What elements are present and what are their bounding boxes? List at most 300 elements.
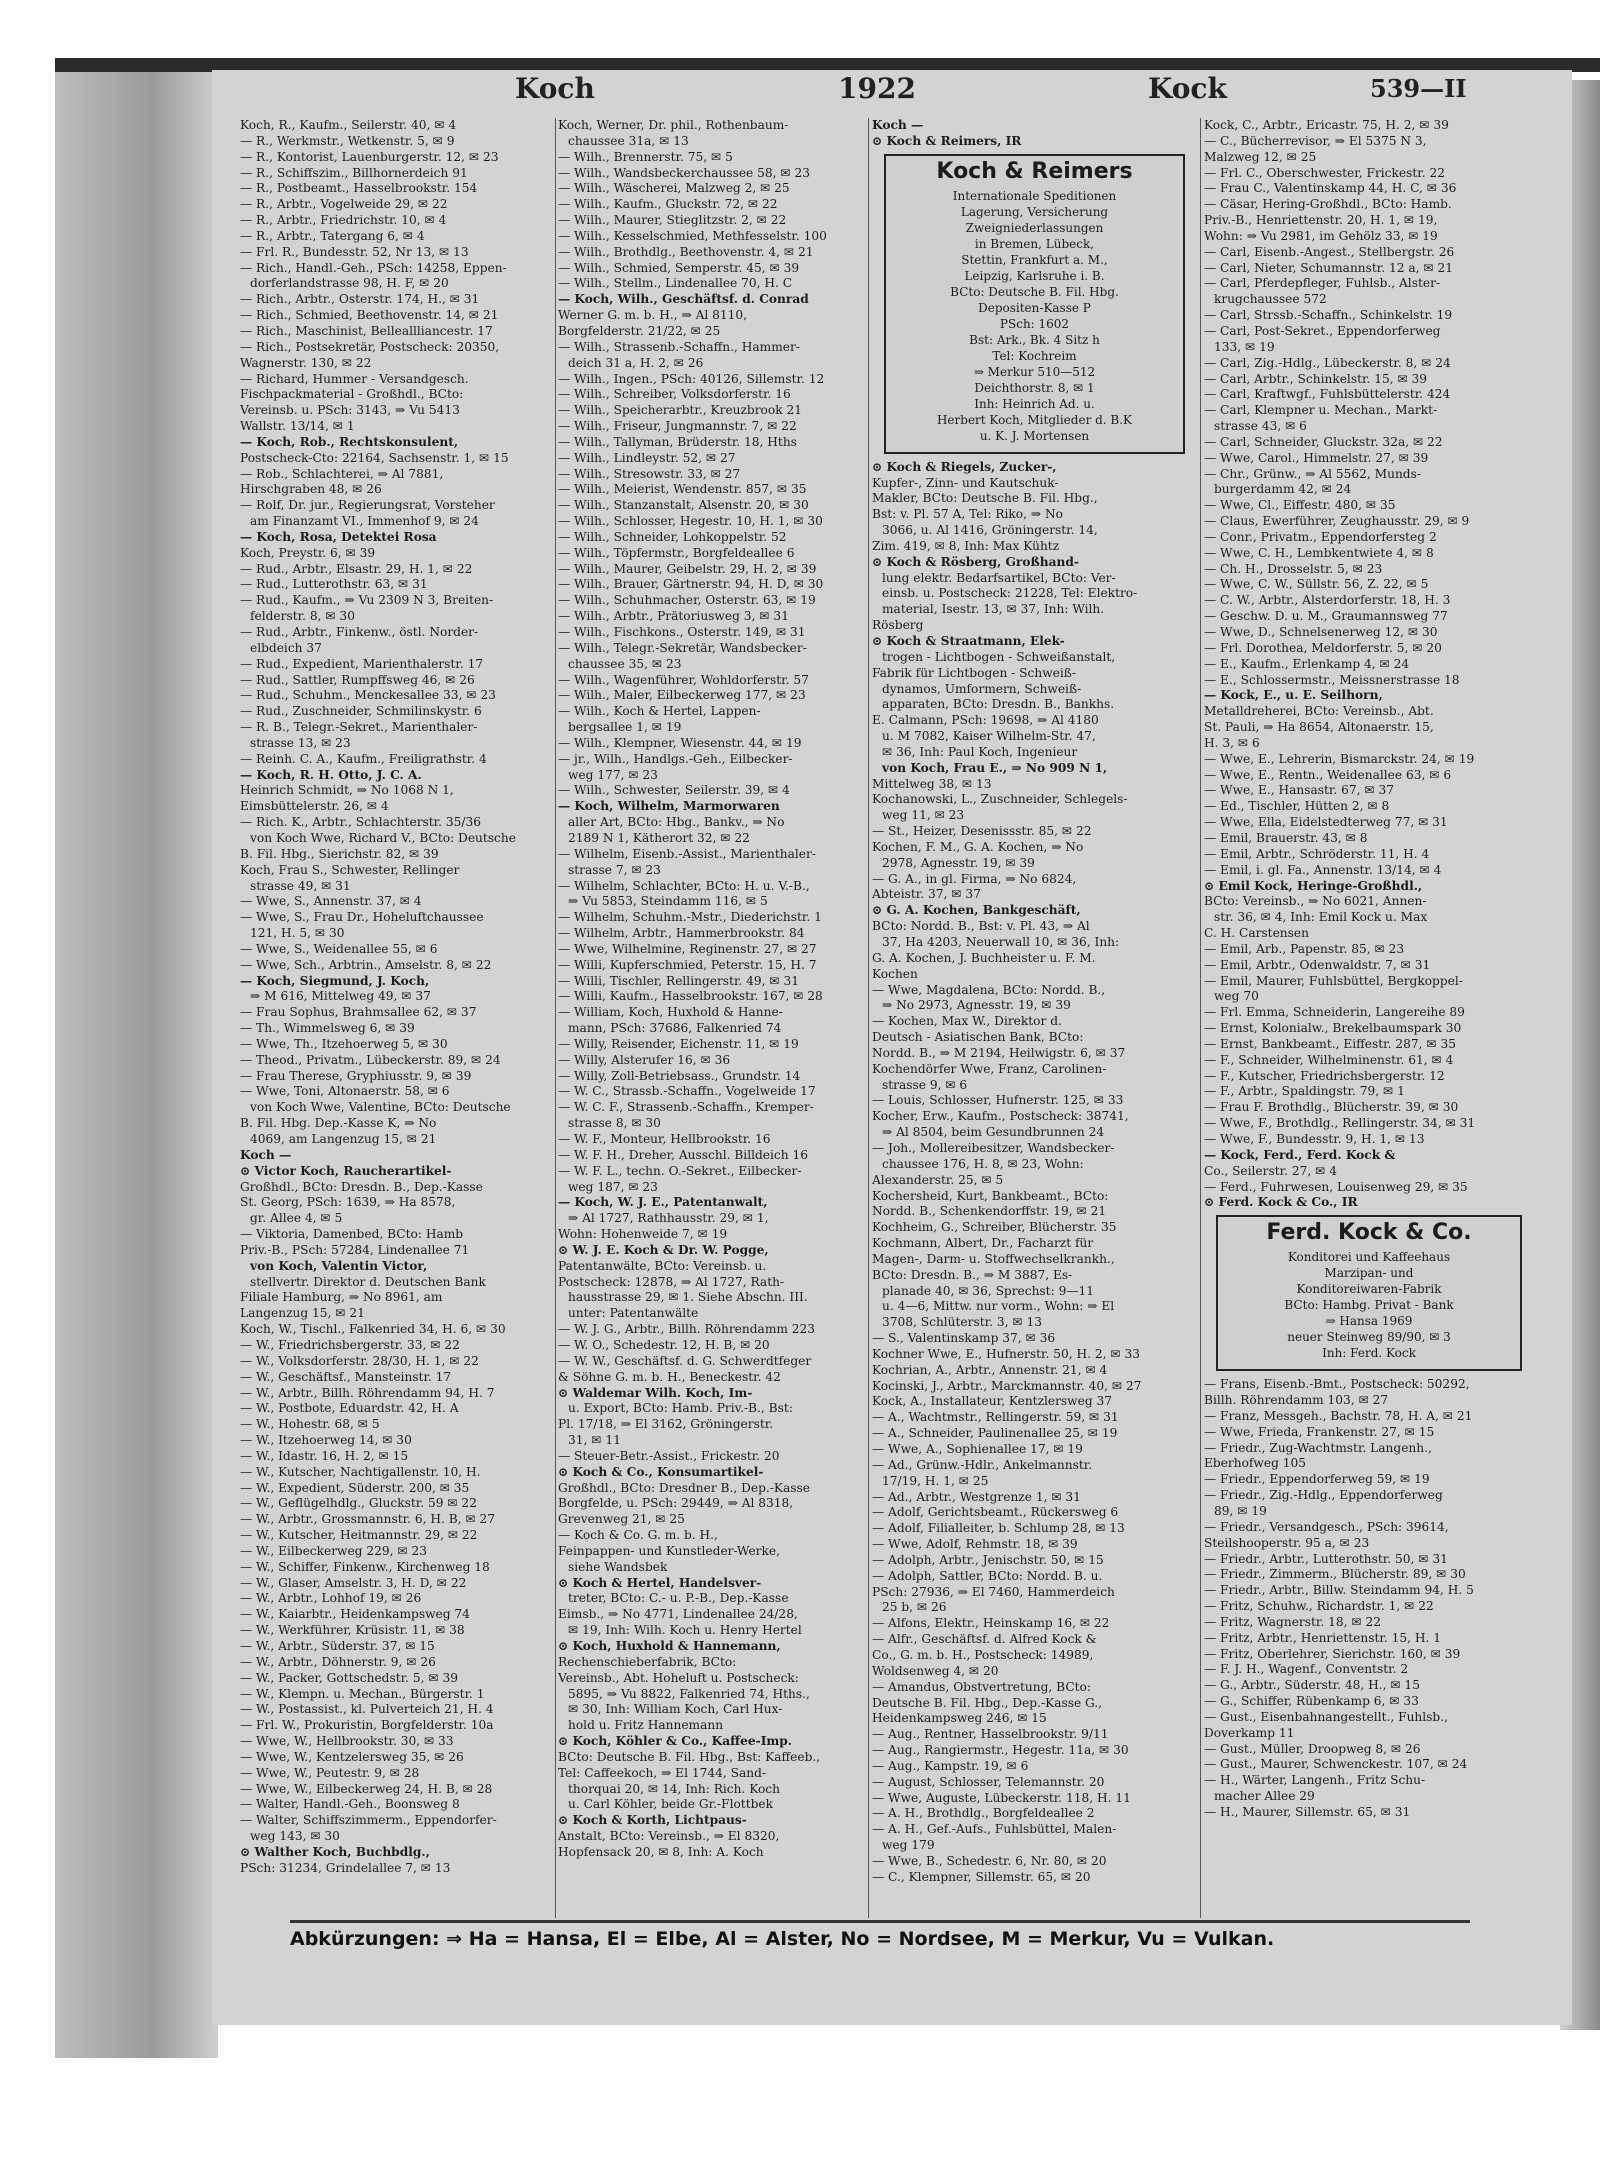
directory-entry: — R., Postbeamt., Hasselbrookstr. 154 xyxy=(240,181,478,196)
directory-entry: — Frau Sophus, Brahmsallee 62, ✉ 37 xyxy=(240,1005,477,1020)
directory-entry: Borgfelderstr. 21/22, ✉ 25 xyxy=(558,323,721,338)
directory-entry: ⇒ M 616, Mittelweg 49, ✉ 37 xyxy=(250,989,431,1004)
directory-entry: aller Art, BCto: Hbg., Bankv., ⇒ No xyxy=(568,815,785,830)
directory-entry: — Wilh., Schneider, Lohkoppelstr. 52 xyxy=(558,529,787,544)
directory-entry: — Carl, Nieter, Schumannstr. 12 a, ✉ 21 xyxy=(1204,260,1454,275)
directory-entry: ⊙ G. A. Kochen, Bankgeschäft, xyxy=(872,903,1081,918)
directory-entry: — Viktoria, Damenbed, BCto: Hamb xyxy=(240,1227,464,1242)
directory-entry: Kochen, F. M., G. A. Kochen, ⇒ No xyxy=(872,839,1084,854)
page-number: 539—II xyxy=(1370,74,1467,103)
directory-entry: ⊙ Koch, Huxhold & Hannemann, xyxy=(558,1639,781,1653)
directory-entry: 3708, Schlüterstr. 3, ✉ 13 xyxy=(882,1315,1042,1330)
directory-entry: — Wwe, S., Frau Dr., Hoheluftchaussee xyxy=(240,910,484,925)
directory-entry: — W. C. F., Strassenb.-Schaffn., Kremper- xyxy=(558,1100,814,1115)
directory-entry: — W., Arbtr., Grossmannstr. 6, H. B, ✉ 27 xyxy=(240,1512,496,1527)
directory-entry: — S., Valentinskamp 37, ✉ 36 xyxy=(872,1331,1056,1346)
directory-column-3 xyxy=(872,118,1197,1886)
directory-entry: — Wilhelm, Schlachter, BCto: H. u. V.-B., xyxy=(558,878,810,893)
directory-entry: — A., Wachtmstr., Rellingerstr. 59, ✉ 31 xyxy=(872,1410,1119,1425)
directory-entry: treter, BCto: C.- u. P.-B., Dep.-Kasse xyxy=(568,1591,789,1606)
directory-entry: Kocher, Erw., Kaufm., Postscheck: 38741, xyxy=(872,1109,1129,1124)
directory-entry: — Joh., Mollereibesitzer, Wandsbecker- xyxy=(872,1140,1115,1155)
directory-entry: — Wilh., Brennerstr. 75, ✉ 5 xyxy=(558,149,733,164)
directory-entry: Koch, R., Kaufm., Seilerstr. 40, ✉ 4 xyxy=(240,118,457,132)
directory-entry: Priv.-B., PSch: 57284, Lindenallee 71 xyxy=(240,1242,470,1257)
directory-entry: — A. H., Gef.-Aufs., Fuhlsbüttel, Malen- xyxy=(872,1822,1117,1837)
directory-entry: — Claus, Ewerführer, Zeughausstr. 29, ✉ 9 xyxy=(1204,514,1470,529)
advertisement-line: in Bremen, Lübeck, xyxy=(974,236,1095,251)
directory-entry: Eberhofweg 105 xyxy=(1204,1456,1307,1471)
directory-entry: — Rud., Sattler, Rumpffsweg 46, ✉ 26 xyxy=(240,672,475,687)
directory-entry: — Friedr., Arbtr., Lutterothstr. 50, ✉ 31 xyxy=(1204,1551,1448,1566)
directory-entry: — Fritz, Schuhw., Richardstr. 1, ✉ 22 xyxy=(1204,1599,1434,1614)
directory-entry: u. Carl Köhler, beide Gr.-Flottbek xyxy=(568,1797,773,1812)
directory-entry: — Carl, Kraftwgf., Fuhlsbüttelerstr. 424 xyxy=(1204,387,1451,402)
directory-entry: Fischpackmaterial - Großhdl., BCto: xyxy=(240,387,464,402)
directory-entry: — Wilh., Schmied, Semperstr. 45, ✉ 39 xyxy=(558,260,800,275)
directory-entry: Koch — xyxy=(872,118,924,132)
directory-entry: Feinpappen- und Kunstleder-Werke, xyxy=(558,1543,780,1558)
directory-entry: Tel: Caffeekoch, ⇒ El 1744, Sand- xyxy=(558,1765,766,1780)
directory-entry: — W., Kutscher, Nachtigallenstr. 10, H. xyxy=(240,1464,481,1479)
directory-entry: mann, PSch: 37686, Falkenried 74 xyxy=(568,1021,782,1036)
directory-entry: weg 70 xyxy=(1214,989,1259,1004)
directory-entry: — Gust., Eisenbahnangestellt., Fuhlsb., xyxy=(1204,1709,1448,1724)
directory-entry: — Wilh., Stellm., Lindenallee 70, H. C xyxy=(558,276,793,291)
directory-entry: Zim. 419, ✉ 8, Inh: Max Kühtz xyxy=(872,538,1060,553)
directory-entry: — W. J. G., Arbtr., Billh. Röhrendamm 223 xyxy=(558,1322,816,1337)
directory-entry: Priv.-B., Henriettenstr. 20, H. 1, ✉ 19, xyxy=(1204,213,1438,228)
directory-entry: — Frau Therese, Gryphiusstr. 9, ✉ 39 xyxy=(240,1068,472,1083)
advertisement-line: Bst: Ark., Bk. 4 Sitz h xyxy=(969,332,1100,347)
directory-entry: ⊙ Koch, Köhler & Co., Kaffee-Imp. xyxy=(558,1734,793,1749)
directory-entry: apparaten, BCto: Dresdn. B., Bankhs. xyxy=(882,697,1115,712)
directory-entry: weg 11, ✉ 23 xyxy=(882,808,965,823)
directory-entry: — W., Postassist., kl. Pulverteich 21, H. 4 xyxy=(240,1702,494,1717)
directory-entry: ⇒ No 2973, Agnesstr. 19, ✉ 39 xyxy=(882,998,1071,1013)
directory-entry: macher Allee 29 xyxy=(1214,1789,1315,1804)
directory-entry: — Wilh., Wagenführer, Wohldorferstr. 57 xyxy=(558,672,809,687)
directory-entry: — Wwe, C. W., Süllstr. 56, Z. 22, ✉ 5 xyxy=(1204,577,1429,592)
directory-entry: thorquai 20, ✉ 14, Inh: Rich. Koch xyxy=(568,1781,780,1796)
directory-entry: — Wilhelm, Schuhm.-Mstr., Diederichstr. 1 xyxy=(558,910,822,925)
directory-entry: — Rich., Postsekretär, Postscheck: 20350, xyxy=(240,339,500,354)
directory-entry: — Gust., Müller, Droopweg 8, ✉ 26 xyxy=(1204,1741,1421,1756)
directory-entry: weg 187, ✉ 23 xyxy=(568,1179,658,1194)
directory-entry: ⊙ Koch & Co., Konsumartikel- xyxy=(558,1464,764,1479)
directory-entry: — E., Schlossermstr., Meissnerstrasse 18 xyxy=(1204,672,1460,687)
directory-entry: 37, Ha 4203, Neuerwall 10, ✉ 36, Inh: xyxy=(882,935,1120,949)
directory-entry: — W., Itzehoerweg 14, ✉ 30 xyxy=(240,1433,412,1448)
directory-entry: — Friedr., Zimmerm., Blücherstr. 89, ✉ 30 xyxy=(1204,1567,1466,1582)
directory-entry: — Koch & Co. G. m. b. H., xyxy=(558,1528,718,1543)
directory-entry: — Steuer-Betr.-Assist., Frickestr. 20 xyxy=(558,1448,780,1463)
directory-entry: — Aug., Rentner, Hasselbrookstr. 9/11 xyxy=(872,1727,1109,1742)
directory-entry: strasse 7, ✉ 23 xyxy=(568,862,661,877)
directory-entry: — Rich., Handl.-Geh., PSch: 14258, Eppen- xyxy=(240,260,507,275)
directory-entry: — Koch, Rob., Rechtskonsulent, xyxy=(240,434,459,449)
directory-entry: — Ad., Arbtr., Westgrenze 1, ✉ 31 xyxy=(872,1489,1081,1504)
directory-entry: — Friedr., Zug-Wachtmstr. Langenh., xyxy=(1204,1440,1432,1455)
advertisement-line: Tel: Kochreim xyxy=(992,348,1077,363)
directory-entry: — Ernst, Kolonialw., Brekelbaumspark 30 xyxy=(1204,1021,1462,1036)
directory-entry: — W. O., Schedestr. 12, H. B, ✉ 20 xyxy=(558,1337,770,1352)
directory-entry: Co., G. m. b. H., Postscheck: 14989, xyxy=(872,1647,1094,1662)
directory-entry: — Wilh., Strassenb.-Schaffn., Hammer- xyxy=(558,339,800,354)
directory-entry: Kochrian, A., Arbtr., Annenstr. 21, ✉ 4 xyxy=(872,1362,1108,1377)
directory-entry: — Adolph, Sattler, BCto: Nordd. B. u. xyxy=(872,1568,1103,1583)
directory-entry: strasse 43, ✉ 6 xyxy=(1214,419,1307,434)
advertisement-line: Leipzig, Karlsruhe i. B. xyxy=(964,268,1105,283)
directory-entry: Deutsche B. Fil. Hbg., Dep.-Kasse G., xyxy=(872,1695,1103,1710)
directory-entry: — Frl. C., Oberschwester, Frickestr. 22 xyxy=(1204,165,1446,180)
directory-entry: weg 177, ✉ 23 xyxy=(568,767,658,782)
advertisement-line: BCto: Hambg. Privat - Bank xyxy=(1284,1298,1454,1313)
directory-entry: Koch, Frau S., Schwester, Rellinger xyxy=(240,862,460,877)
directory-entry: 25 b, ✉ 26 xyxy=(882,1600,947,1615)
directory-entry: Wagnerstr. 130, ✉ 22 xyxy=(240,355,372,370)
directory-entry: — F., Kutscher, Friedrichsbergerstr. 12 xyxy=(1204,1068,1445,1083)
directory-entry: — W. C., Strassb.-Schaffn., Vogelweide 17 xyxy=(558,1084,816,1099)
directory-entry: — Frau C., Valentinskamp 44, H. C, ✉ 36 xyxy=(1204,181,1457,196)
directory-entry: C. H. Carstensen xyxy=(1204,926,1309,941)
directory-entry: ⊙ Koch & Straatmann, Elek- xyxy=(872,633,1065,648)
directory-entry: B. Fil. Hbg. Dep.-Kasse K, ⇒ No xyxy=(240,1116,437,1131)
directory-entry: — Wwe, C. H., Lembkentwiete 4, ✉ 8 xyxy=(1204,545,1434,560)
directory-entry: ✉ 19, Inh: Wilh. Koch u. Henry Hertel xyxy=(568,1623,802,1638)
directory-entry: — Friedr., Arbtr., Billw. Steindamm 94, H. 5 xyxy=(1204,1583,1474,1598)
directory-entry: von Koch Wwe, Valentine, BCto: Deutsche xyxy=(250,1100,511,1115)
directory-entry: — Koch, W. J. E., Patentanwalt, xyxy=(558,1195,768,1210)
directory-entry: — Carl, Post-Sekret., Eppendorferweg xyxy=(1204,323,1441,338)
directory-entry: — Adolph, Arbtr., Jenischstr. 50, ✉ 15 xyxy=(872,1552,1104,1567)
directory-entry: — Wilh., Brothdlg., Beethovenstr. 4, ✉ 21 xyxy=(558,244,814,259)
directory-entry: — W., Idastr. 16, H. 2, ✉ 15 xyxy=(240,1448,409,1463)
directory-entry: Metalldreherei, BCto: Vereinsb., Abt. xyxy=(1204,704,1434,719)
directory-entry: — Carl, Schneider, Gluckstr. 32a, ✉ 22 xyxy=(1204,434,1443,449)
directory-entry: — W., Werkführer, Krüsistr. 11, ✉ 38 xyxy=(240,1623,465,1638)
directory-entry: — Friedr., Versandgesch., PSch: 39614, xyxy=(1204,1519,1449,1534)
directory-entry: — Wilh., Wandsbeckerchaussee 58, ✉ 23 xyxy=(558,165,810,180)
directory-entry: — Willi, Tischler, Rellingerstr. 49, ✉ 31 xyxy=(558,973,800,988)
directory-entry: — Chr., Grünw., ⇒ Al 5562, Munds- xyxy=(1204,466,1421,481)
directory-entry: — C. W., Arbtr., Alsterdorferstr. 18, H. 3 xyxy=(1204,593,1451,608)
directory-entry: — Wilh., Wäscherei, Malzweg 2, ✉ 25 xyxy=(558,181,790,196)
directory-entry: Kupfer-, Zinn- und Kautschuk- xyxy=(872,475,1059,490)
directory-entry: — Wwe, B., Schedestr. 6, Nr. 80, ✉ 20 xyxy=(872,1853,1107,1868)
directory-entry: — Walter, Schiffszimmerm., Eppendorfer- xyxy=(240,1813,497,1828)
directory-entry: BCto: Dresdn. B., ⇒ M 3887, Es- xyxy=(872,1267,1073,1282)
directory-entry: — Wilh., Speicherarbtr., Kreuzbrook 21 xyxy=(558,403,802,418)
directory-entry: — R., Arbtr., Vogelweide 29, ✉ 22 xyxy=(240,197,448,212)
directory-entry: Nordd. B., ⇒ M 2194, Heilwigstr. 6, ✉ 37 xyxy=(872,1045,1126,1060)
directory-entry: Postscheck: 12878, ⇒ Al 1727, Rath- xyxy=(558,1274,785,1289)
directory-entry: — Aug., Rangiermstr., Hegestr. 11a, ✉ 30 xyxy=(872,1743,1129,1758)
advertisement-title: Ferd. Kock & Co. xyxy=(1266,1220,1472,1246)
directory-entry: — R., Arbtr., Friedrichstr. 10, ✉ 4 xyxy=(240,213,447,228)
directory-entry: — Willi, Kaufm., Hasselbrookstr. 167, ✉ 28 xyxy=(558,989,823,1004)
directory-entry: — Rud., Arbtr., Finkenw., östl. Norder- xyxy=(240,625,479,639)
advertisement-line: Marzipan- und xyxy=(1324,1266,1414,1281)
advertisement-line: BCto: Deutsche B. Fil. Hbg. xyxy=(950,284,1119,299)
directory-entry: Fabrik für Lichtbogen - Schweiß- xyxy=(872,665,1076,680)
directory-entry: elbdeich 37 xyxy=(250,640,322,655)
directory-entry: bergsallee 1, ✉ 19 xyxy=(568,720,682,735)
directory-entry: — Emil, Arbtr., Odenwaldstr. 7, ✉ 31 xyxy=(1204,957,1431,972)
directory-entry: ⊙ Waldemar Wilh. Koch, Im- xyxy=(558,1385,753,1400)
directory-entry: — Wilh., Telegr.-Sekretär, Wandsbecker- xyxy=(558,640,807,655)
directory-entry: hausstrasse 29, ✉ 1. Siehe Abschn. III. xyxy=(568,1290,808,1305)
directory-entry: Wohn: ⇒ Vu 2981, im Gehölz 33, ✉ 19 xyxy=(1204,228,1438,243)
directory-entry: — W., Arbtr., Billh. Röhrendamm 94, H. 7 xyxy=(240,1385,495,1400)
directory-entry: — Wwe, F., Bundesstr. 9, H. 1, ✉ 13 xyxy=(1204,1132,1425,1146)
directory-entry: Hirschgraben 48, ✉ 26 xyxy=(240,482,382,497)
directory-entry: — Koch, R. H. Otto, J. C. A. xyxy=(240,767,422,782)
directory-entry: — Rich. K., Arbtr., Schlachterstr. 35/36 xyxy=(240,815,482,830)
directory-entry: Kochendörfer Wwe, Franz, Carolinen- xyxy=(872,1061,1107,1076)
directory-entry: — Rud., Kaufm., ⇒ Vu 2309 N 3, Breiten- xyxy=(240,593,494,608)
advertisement-box xyxy=(1216,1215,1522,1371)
advertisement-line: Depositen-Kasse P xyxy=(978,300,1091,315)
directory-entry: Kock, A., Installateur, Kentzlersweg 37 xyxy=(872,1394,1113,1409)
directory-entry: Kochheim, G., Schreiber, Blücherstr. 35 xyxy=(872,1220,1117,1235)
directory-entry: — W., Schiffer, Finkenw., Kirchenweg 18 xyxy=(240,1559,490,1574)
directory-entry: Abteistr. 37, ✉ 37 xyxy=(872,887,981,902)
directory-entry: — Wilh., Maler, Eilbeckerweg 177, ✉ 23 xyxy=(558,688,806,703)
directory-entry: Kock, C., Arbtr., Ericastr. 75, H. 2, ✉ 39 xyxy=(1204,118,1449,132)
advertisement-line: Herbert Koch, Mitglieder d. B.K xyxy=(936,412,1133,427)
advertisement-line: Konditorei und Kaffeehaus xyxy=(1287,1250,1451,1265)
directory-entry: — Friedr., Eppendorferweg 59, ✉ 19 xyxy=(1204,1472,1430,1487)
directory-entry: krugchaussee 572 xyxy=(1214,292,1327,307)
directory-entry: — Rob., Schlachterei, ⇒ Al 7881, xyxy=(240,466,444,481)
directory-entry: — Ferd., Fuhrwesen, Louisenweg 29, ✉ 35 xyxy=(1204,1179,1468,1194)
directory-entry: Koch — xyxy=(240,1147,292,1162)
directory-entry: — Rolf, Dr. jur., Regierungsrat, Vorsteher xyxy=(240,498,495,513)
directory-entry: — Wwe, S., Weidenallee 55, ✉ 6 xyxy=(240,941,438,956)
directory-entry: 121, H. 5, ✉ 30 xyxy=(250,926,345,941)
directory-entry: — W. F. L., techn. O.-Sekret., Eilbecker- xyxy=(558,1163,802,1178)
directory-entry: strasse 49, ✉ 31 xyxy=(250,878,351,893)
directory-entry: — Ernst, Bankbeamt., Eiffestr. 287, ✉ 35 xyxy=(1204,1036,1457,1051)
directory-entry: — W., Expedient, Süderstr. 200, ✉ 35 xyxy=(240,1480,470,1495)
directory-entry: — F., Arbtr., Spaldingstr. 79, ✉ 1 xyxy=(1204,1084,1405,1099)
directory-entry: — W., Volksdorferstr. 28/30, H. 1, ✉ 22 xyxy=(240,1353,479,1368)
directory-entry: strasse 9, ✉ 6 xyxy=(882,1077,968,1092)
directory-entry: ⊙ Koch & Rösberg, Großhand- xyxy=(872,554,1079,569)
directory-entry: Nordd. B., Schenkendorffstr. 19, ✉ 21 xyxy=(872,1204,1107,1219)
directory-column-4 xyxy=(1204,118,1534,1821)
advertisement-line: Inh: Heinrich Ad. u. xyxy=(974,396,1095,411)
directory-entry: Hopfensack 20, ✉ 8, Inh: A. Koch xyxy=(558,1844,764,1859)
directory-entry: deich 31 a, H. 2, ✉ 26 xyxy=(568,355,704,370)
directory-entry: — Alfons, Elektr., Heinskamp 16, ✉ 22 xyxy=(872,1616,1110,1631)
directory-entry: Wohn: Hohenweide 7, ✉ 19 xyxy=(558,1227,728,1242)
directory-entry: G. A. Kochen, J. Buchheister u. F. M. xyxy=(872,950,1096,965)
directory-entry: Eimsb., ⇒ No 4771, Lindenallee 24/28, xyxy=(558,1607,798,1622)
directory-entry: — W., Geschäftsf., Mansteinstr. 17 xyxy=(240,1369,452,1384)
directory-entry: lung elektr. Bedarfsartikel, BCto: Ver- xyxy=(882,570,1116,585)
directory-entry: — Fritz, Oberlehrer, Sierichstr. 160, ✉ 39 xyxy=(1204,1646,1461,1661)
directory-entry: — Wilh., Klempner, Wiesenstr. 44, ✉ 19 xyxy=(558,735,802,750)
directory-entry: — W., Postbote, Eduardstr. 42, H. A xyxy=(240,1401,459,1416)
directory-entry: E. Calmann, PSch: 19698, ⇒ Al 4180 xyxy=(872,713,1099,728)
directory-entry: — W., Packer, Gottschedstr. 5, ✉ 39 xyxy=(240,1670,458,1685)
directory-entry: von Koch Wwe, Richard V., BCto: Deutsche xyxy=(250,830,516,845)
directory-column-1 xyxy=(240,118,552,1877)
directory-entry: — G. A., in gl. Firma, ⇒ No 6824, xyxy=(872,871,1077,886)
directory-entry: — Rud., Arbtr., Elsastr. 29, H. 1, ✉ 22 xyxy=(240,561,473,576)
directory-entry: PSch: 27936, ⇒ El 7460, Hammerdeich xyxy=(872,1584,1115,1599)
directory-entry: Eimsbüttelerstr. 26, ✉ 4 xyxy=(240,799,389,814)
directory-entry: weg 179 xyxy=(882,1838,935,1853)
directory-entry: 5895, ⇒ Vu 8822, Falkenried 74, Hths., xyxy=(568,1686,810,1701)
directory-entry: ⊙ Victor Koch, Raucherartikel- xyxy=(240,1163,452,1178)
directory-entry: — C., Bücherrevisor, ⇒ El 5375 N 3, xyxy=(1204,133,1427,148)
directory-entry: — Cäsar, Hering-Großhdl., BCto: Hamb. xyxy=(1204,197,1452,212)
directory-entry: — Wilh., Stresowstr. 33, ✉ 27 xyxy=(558,466,741,481)
directory-entry: — Rud., Schuhm., Menckesallee 33, ✉ 23 xyxy=(240,688,496,703)
advertisement-line: Internationale Speditionen xyxy=(952,188,1117,203)
directory-entry: — Geschw. D. u. M., Graumannsweg 77 xyxy=(1204,609,1448,624)
advertisement-line: neuer Steinweg 89/90, ✉ 3 xyxy=(1287,1330,1451,1345)
directory-entry: — Wilh., Lindleystr. 52, ✉ 27 xyxy=(558,450,736,465)
directory-entry: felderstr. 8, ✉ 30 xyxy=(250,609,355,624)
directory-entry: — Carl, Pferdepfleger, Fuhlsb., Alster- xyxy=(1204,276,1441,291)
directory-entry: — Wwe, Toni, Altonaerstr. 58, ✉ 6 xyxy=(240,1084,450,1099)
directory-entry: Rechenschieberfabrik, BCto: xyxy=(558,1654,737,1669)
directory-entry: — Wwe, Carol., Himmelstr. 27, ✉ 39 xyxy=(1204,450,1429,465)
directory-entry: — Rud., Lutterothstr. 63, ✉ 31 xyxy=(240,577,428,592)
directory-entry: — Frl. W., Prokuristin, Borgfelderstr. 10a xyxy=(240,1718,494,1733)
advertisement-line: ⇒ Hansa 1969 xyxy=(1325,1314,1413,1329)
directory-entry: — Fritz, Arbtr., Henriettenstr. 15, H. 1 xyxy=(1204,1630,1441,1645)
directory-entry: Patentanwälte, BCto: Vereinsb. u. xyxy=(558,1258,767,1273)
directory-entry: — Wwe, W., Hellbrookstr. 30, ✉ 33 xyxy=(240,1734,454,1749)
directory-entry: Borgfelde, u. PSch: 29449, ⇒ Al 8318, xyxy=(558,1496,794,1511)
directory-entry: — W., Kutscher, Heitmannstr. 29, ✉ 22 xyxy=(240,1528,478,1543)
directory-entry: Koch, Werner, Dr. phil., Rothenbaum- xyxy=(558,118,789,132)
directory-entry: — Wwe, Auguste, Lübeckerstr. 118, H. 11 xyxy=(872,1790,1131,1805)
directory-entry: — Wwe, Wilhelmine, Reginenstr. 27, ✉ 27 xyxy=(558,941,817,956)
advertisement-line: ⇒ Merkur 510—512 xyxy=(973,364,1096,379)
directory-entry: Makler, BCto: Deutsche B. Fil. Hbg., xyxy=(872,491,1098,506)
directory-entry: BCto: Nordd. B., Bst: v. Pl. 43, ⇒ Al xyxy=(872,919,1090,934)
directory-entry: u. Export, BCto: Hamb. Priv.-B., Bst: xyxy=(568,1401,793,1416)
directory-entry: — W., Friedrichsbergerstr. 33, ✉ 22 xyxy=(240,1337,460,1352)
directory-entry: — Emil, i. gl. Fa., Annenstr. 13/14, ✉ 4 xyxy=(1204,862,1442,877)
advertisement-line: PSch: 1602 xyxy=(999,316,1070,331)
directory-entry: Kochanowski, L., Zuschneider, Schlegels- xyxy=(872,792,1128,807)
directory-entry: — Carl, Zig.-Hdlg., Lübeckerstr. 8, ✉ 24 xyxy=(1204,355,1451,370)
directory-entry: Großhdl., BCto: Dresdner B., Dep.-Kasse xyxy=(558,1480,811,1495)
directory-entry: — Wilh., Kesselschmied, Methfesselstr. 100 xyxy=(558,228,827,243)
directory-entry: — Emil, Brauerstr. 43, ✉ 8 xyxy=(1204,830,1368,845)
directory-entry: am Finanzamt VI., Immenhof 9, ✉ 24 xyxy=(250,514,479,529)
directory-entry: — Frl. Dorothea, Meldorferstr. 5, ✉ 20 xyxy=(1204,640,1442,655)
directory-entry: — Rud., Expedient, Marienthalerstr. 17 xyxy=(240,656,484,671)
directory-entry: — Wwe, Frieda, Frankenstr. 27, ✉ 15 xyxy=(1204,1424,1435,1439)
directory-entry: — Rud., Zuschneider, Schmilinskystr. 6 xyxy=(240,704,482,719)
directory-entry: — Wwe, F., Brothdlg., Rellingerstr. 34, ✉ 31 xyxy=(1204,1116,1476,1131)
directory-entry: — Wwe, E., Lehrerin, Bismarckstr. 24, ✉ 19 xyxy=(1204,751,1475,766)
directory-entry: 89, ✉ 19 xyxy=(1214,1503,1267,1518)
directory-entry: Vereinsb., Abt. Hoheluft u. Postscheck: xyxy=(558,1670,799,1685)
directory-entry: Grevenweg 21, ✉ 25 xyxy=(558,1512,685,1527)
directory-entry: — Carl, Arbtr., Schinkelstr. 15, ✉ 39 xyxy=(1204,371,1428,386)
directory-entry: — H., Wärter, Langenh., Fritz Schu- xyxy=(1204,1773,1426,1788)
directory-entry: ⊙ W. J. E. Koch & Dr. W. Pogge, xyxy=(558,1242,769,1257)
directory-entry: Woldsenweg 4, ✉ 20 xyxy=(872,1663,999,1678)
directory-entry: — Adolf, Filialleiter, b. Schlump 28, ✉ 13 xyxy=(872,1521,1125,1536)
directory-entry: — Gust., Maurer, Schwenckestr. 107, ✉ 24 xyxy=(1204,1757,1468,1772)
directory-entry: Werner G. m. b. H., ⇒ Al 8110, xyxy=(558,308,748,323)
directory-entry: — W. F. H., Dreher, Ausschl. Billdeich 16 xyxy=(558,1147,808,1162)
directory-entry: Alexanderstr. 25, ✉ 5 xyxy=(872,1172,1004,1187)
directory-entry: Bst: v. Pl. 57 A, Tel: Riko, ⇒ No xyxy=(872,507,1063,522)
directory-entry: — Wwe, Ella, Eidelstedterweg 77, ✉ 31 xyxy=(1204,815,1448,830)
book-spine-edge xyxy=(55,58,218,2058)
directory-entry: — R., Werkmstr., Wetkenstr. 5, ✉ 9 xyxy=(240,133,455,148)
directory-entry: — Wilh., Töpfermstr., Borgfeldeallee 6 xyxy=(558,545,795,560)
directory-entry: Filiale Hamburg, ⇒ No 8961, am xyxy=(240,1290,443,1305)
directory-entry: — W., Kaiarbtr., Heidenkampsweg 74 xyxy=(240,1607,470,1622)
directory-entry: Co., Seilerstr. 27, ✉ 4 xyxy=(1204,1163,1337,1178)
directory-entry: hold u. Fritz Hannemann xyxy=(568,1718,724,1733)
directory-entry: — Wwe, E., Rentn., Weidenallee 63, ✉ 6 xyxy=(1204,767,1452,782)
directory-entry: — Koch, Rosa, Detektei Rosa xyxy=(240,529,437,544)
directory-entry: — C., Klempner, Sillemstr. 65, ✉ 20 xyxy=(872,1869,1091,1884)
advertisement-line: Stettin, Frankfurt a. M., xyxy=(961,252,1108,267)
directory-entry: — R., Arbtr., Tatergang 6, ✉ 4 xyxy=(240,228,425,243)
directory-entry: — W., Geflügelhdlg., Gluckstr. 59 ✉ 22 xyxy=(240,1496,477,1511)
directory-entry: Großhdl., BCto: Dresdn. B., Dep.-Kasse xyxy=(240,1179,483,1194)
directory-entry: ⊙ Emil Kock, Heringe-Großhdl., xyxy=(1204,878,1423,893)
directory-entry: — Wilh., Maurer, Stieglitzstr. 2, ✉ 22 xyxy=(558,213,787,228)
directory-entry: chaussee 176, H. 8, ✉ 23, Wohn: xyxy=(882,1156,1084,1171)
directory-entry: — Carl, Klempner u. Mechan., Markt- xyxy=(1204,403,1438,418)
advertisement-line: Zweigniederlassungen xyxy=(965,220,1104,235)
directory-entry: Kochner Wwe, E., Hufnerstr. 50, H. 2, ✉ 33 xyxy=(872,1346,1140,1361)
directory-entry: Koch, W., Tischl., Falkenried 34, H. 6, ✉ 30 xyxy=(240,1322,506,1337)
directory-entry: — Wilh., Meierist, Wendenstr. 857, ✉ 35 xyxy=(558,482,807,497)
directory-entry: — Wilh., Schlosser, Hegestr. 10, H. 1, ✉ 30 xyxy=(558,514,823,529)
directory-column-2 xyxy=(558,118,865,1861)
running-head-right: Kock xyxy=(1148,72,1227,105)
directory-entry: — Wilhelm, Eisenb.-Assist., Marienthaler- xyxy=(558,846,816,861)
directory-entry: — Kock, Ferd., Ferd. Kock & xyxy=(1204,1147,1396,1162)
directory-entry: Mittelweg 38, ✉ 13 xyxy=(872,776,992,791)
directory-entry: — Frans, Eisenb.-Bmt., Postscheck: 50292, xyxy=(1204,1377,1470,1392)
directory-entry: — Frl. R., Bundesstr. 52, Nr 13, ✉ 13 xyxy=(240,244,469,259)
directory-entry: Deutsch - Asiatischen Bank, BCto: xyxy=(872,1030,1084,1045)
directory-entry: — Willy, Alsterufer 16, ✉ 36 xyxy=(558,1052,731,1067)
directory-entry: von Koch, Valentin Victor, xyxy=(250,1258,428,1273)
directory-entry: B. Fil. Hbg., Sierichstr. 82, ✉ 39 xyxy=(240,846,439,861)
directory-entry: strasse 8, ✉ 30 xyxy=(568,1116,661,1131)
directory-entry: Langenzug 15, ✉ 21 xyxy=(240,1306,365,1321)
directory-entry: — Conr., Privatm., Eppendorfersteg 2 xyxy=(1204,529,1437,544)
directory-entry: — Fritz, Wagnerstr. 18, ✉ 22 xyxy=(1204,1614,1381,1629)
directory-entry: — jr., Wilh., Handlgs.-Geh., Eilbecker- xyxy=(558,751,793,766)
directory-entry: 4069, am Langenzug 15, ✉ 21 xyxy=(250,1132,437,1146)
directory-entry: chaussee 35, ✉ 23 xyxy=(568,656,682,671)
directory-entry: — Emil, Maurer, Fuhlsbüttel, Bergkoppel- xyxy=(1204,973,1463,988)
directory-entry: Kochen xyxy=(872,966,918,981)
abbreviations-footer: Abkürzungen: ⇒ Ha = Hansa, El = Elbe, Al = Alster, No = Nordsee, M = Merkur, Vu = Vulkan. xyxy=(290,1928,1275,1950)
directory-entry: — Emil, Arb., Papenstr. 85, ✉ 23 xyxy=(1204,941,1405,956)
directory-entry: strasse 13, ✉ 23 xyxy=(250,735,351,750)
